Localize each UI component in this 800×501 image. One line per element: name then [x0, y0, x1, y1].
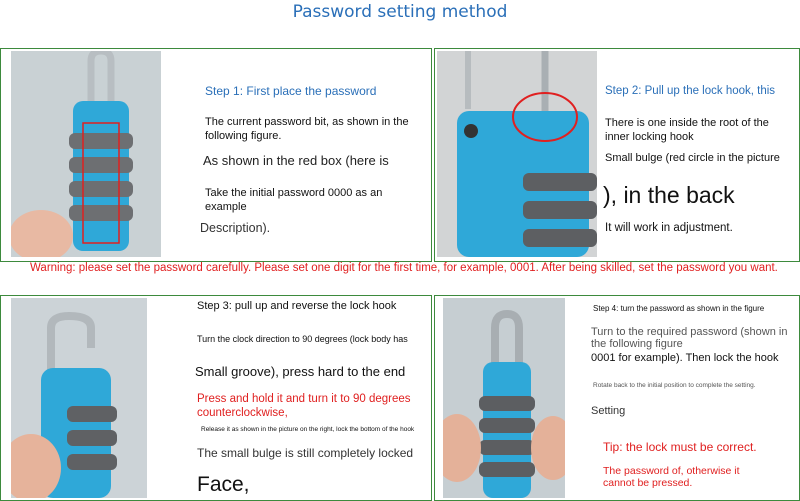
step4-line4: Setting	[591, 405, 626, 417]
step1-heading: Step 1: First place the password	[205, 84, 377, 98]
step1-line3: Take the initial password 0000 as an example	[205, 187, 383, 213]
step3-line4: Release it as shown in the picture on the right, lock the bottom of the hook	[201, 426, 415, 433]
step1-lock-photo	[11, 51, 161, 257]
step3-line5: The small bulge is still completely locked	[197, 446, 414, 460]
page-title: Password setting method	[292, 2, 508, 22]
step1-line4: Description).	[200, 221, 271, 235]
step4-line1: Turn to the required password (shown in the following figure	[591, 326, 788, 351]
step3-line2: Small groove), press hard to the end	[195, 364, 406, 379]
step1-line1: The current password bit, as shown in the following figure.	[205, 116, 409, 142]
step2-panel	[434, 48, 800, 262]
step4-line2: 0001 for example). Then lock the hook	[591, 352, 779, 364]
step2-heading: Step 2: Pull up the lock hook, this	[605, 85, 776, 97]
warning-note: Warning: please set the password carefully. Please set one digit for the first time, for example, 0001. After being skilled, set the password you want.	[30, 262, 778, 274]
step3-line3: Press and hold it and turn it to 90 degrees counterclockwise,	[197, 393, 411, 420]
step3-heading: Step 3: pull up and reverse the lock hook	[197, 300, 397, 312]
step4-line3: Rotate back to the initial position to complete the setting.	[593, 382, 756, 389]
step3-panel	[0, 295, 432, 501]
step1-line2: As shown in the red box (here is	[203, 153, 389, 168]
step1-panel	[0, 48, 432, 262]
step3-lock-photo	[11, 298, 147, 498]
step3-line6: Face,	[197, 473, 250, 496]
step2-line4: It will work in adjustment.	[605, 222, 733, 234]
step3-line1: Turn the clock direction to 90 degrees (lock body has	[197, 334, 408, 344]
step2-lock-photo	[437, 51, 597, 257]
step2-line1: There is one inside the root of the inner locking hook	[605, 117, 769, 143]
step4-lock-photo	[443, 298, 565, 498]
step4-tip2: The password of, otherwise it cannot be pressed.	[603, 465, 740, 489]
step4-panel	[434, 295, 800, 501]
step4-heading: Step 4: turn the password as shown in the figure	[593, 304, 765, 313]
step2-line2: Small bulge (red circle in the picture	[605, 152, 780, 164]
step2-line3: ), in the back	[603, 182, 735, 208]
step4-tip1: Tip: the lock must be correct.	[603, 440, 757, 454]
